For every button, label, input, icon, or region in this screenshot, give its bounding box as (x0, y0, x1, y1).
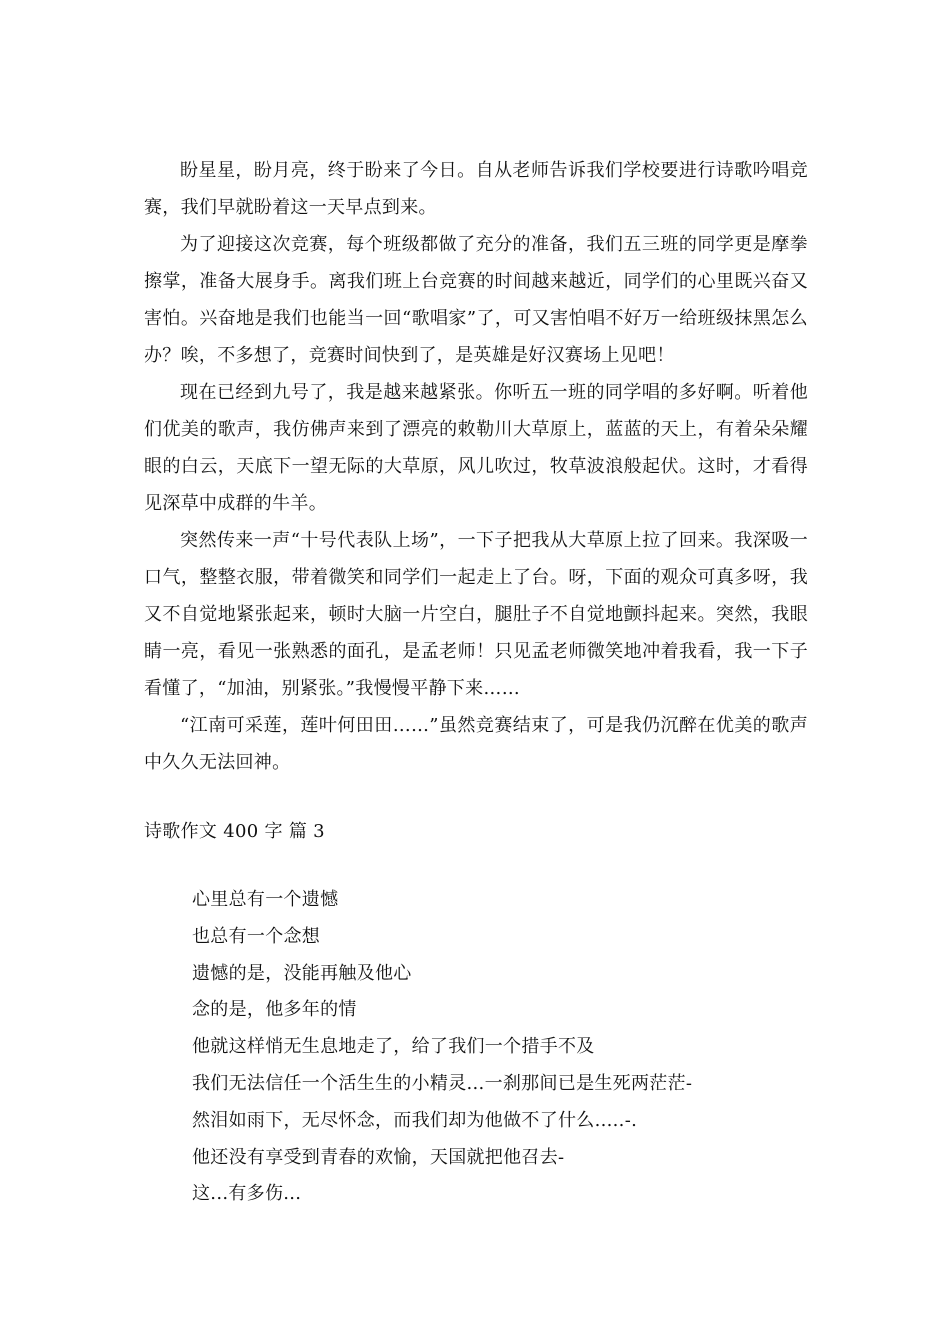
poem-line: 然泪如雨下，无尽怀念，而我们却为他做不了什么.....-. (192, 1109, 638, 1131)
poem-body (192, 882, 792, 1213)
poem-line: 我们无法信任一个活生生的小精灵...一刹那间已是生死两茫茫- (192, 1072, 693, 1094)
essay-paragraph: 盼星星，盼月亮，终于盼来了今日。自从老师告诉我们学校要进行诗歌吟唱竞赛，我们早就盼着这一天早点到来。 (144, 160, 808, 218)
essay-paragraph: “江南可采莲，莲叶何田田……”虽然竞赛结束了，可是我仍沉醉在优美的歌声中久久无法回神。 (144, 715, 808, 773)
essay-paragraph: 为了迎接这次竞赛，每个班级都做了充分的准备，我们五三班的同学更是摩拳擦掌，准备大展身手。离我们班上台竞赛的时间越来越近，同学们的心里既兴奋又害怕。兴奋地是我们也能当一回“歌唱家”了，可又害怕唱不好万一给班级抹黑怎么办？唉，不多想了，竞赛时间快到了，是英雄是好汉赛场上见吧！ (144, 234, 808, 366)
poem-line: 他就这样悄无生息地走了，给了我们一个措手不及 (192, 1036, 595, 1058)
essay-paragraph: 现在已经到九号了，我是越来越紧张。你听五一班的同学唱的多好啊。听着他们优美的歌声，我仿佛声来到了漂亮的敕勒川大草原上，蓝蓝的天上，有着朵朵耀眼的白云，天底下一望无际的大草原，风儿吹过，牧草波浪般起伏。这时，才看得见深草中成群的牛羊。 (144, 382, 808, 514)
poem-line: 这...有多伤... (192, 1183, 302, 1205)
poem-line: 他还没有享受到青春的欢愉，天国就把他召去- (192, 1146, 565, 1168)
poem-line: 遗憾的是，没能再触及他心 (192, 962, 412, 984)
essay-body (144, 152, 808, 781)
poem-line: 念的是，他多年的情 (192, 999, 357, 1021)
essay-paragraph: 突然传来一声“十号代表队上场”，一下子把我从大草原上拉了回来。我深吸一口气，整整衣服，带着微笑和同学们一起走上了台。呀，下面的观众可真多呀，我又不自觉地紧张起来，顿时大脑一片空白，腿肚子不自觉地颤抖起来。突然，我眼睛一亮，看见一张熟悉的面孔，是孟老师！只见孟老师微笑地冲着我看，我一下子看懂了，“加油，别紧张。”我慢慢平静下来…… (144, 530, 808, 699)
poem-line: 也总有一个念想 (192, 925, 321, 947)
poem-line: 心里总有一个遗憾 (192, 889, 339, 910)
section-heading: 诗歌作文 400 字 篇 3 (144, 821, 325, 842)
